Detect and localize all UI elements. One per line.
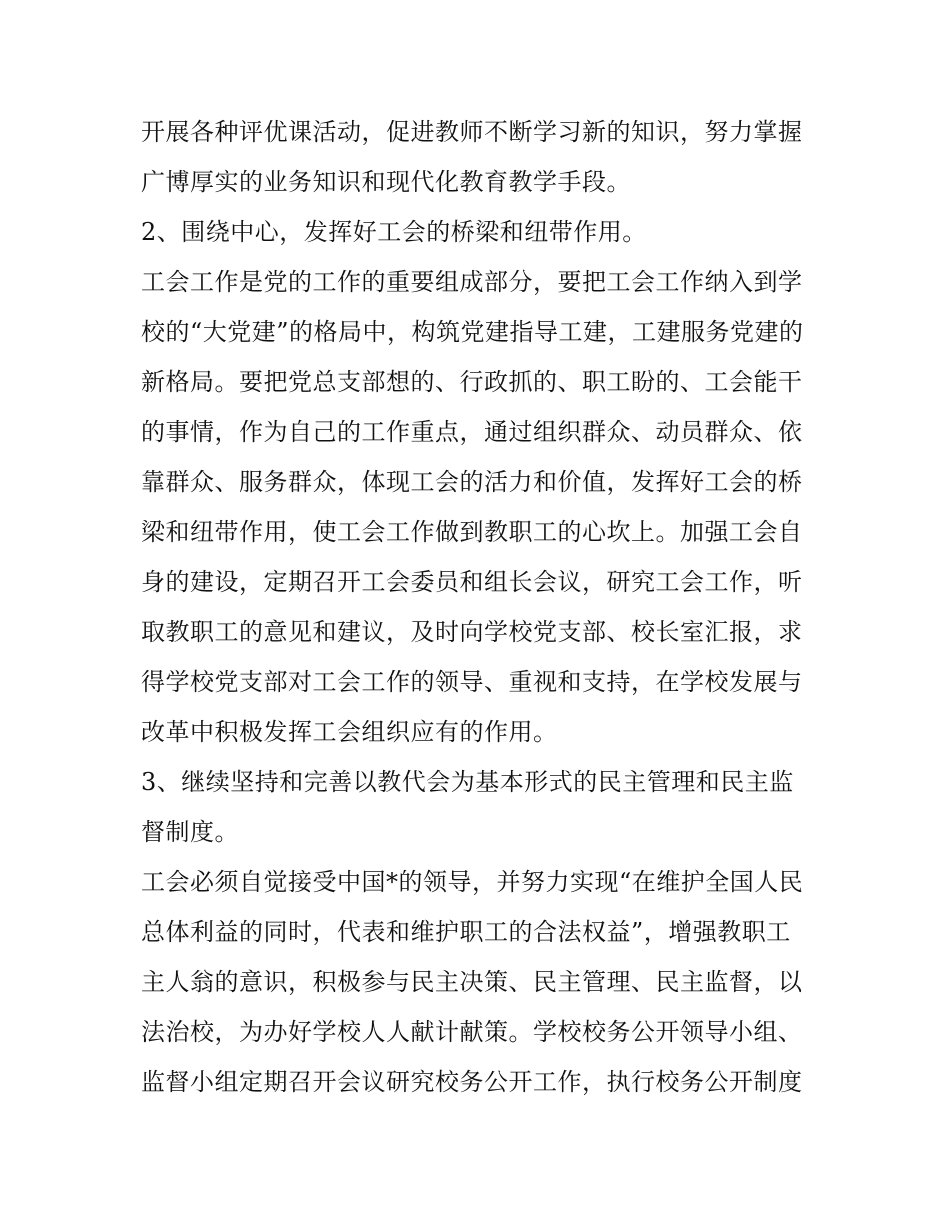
text-line: 取教职工的意见和建议，及时向学校党支部、校长室汇报，求 xyxy=(141,618,803,646)
text-line: 工会必须自觉接受中国*的领导，并努力实现“在维护全国人民 xyxy=(141,868,804,896)
text-line: 得学校党支部对工会工作的领导、重视和支持，在学校发展与 xyxy=(141,668,803,696)
text-line: 身的建设，定期召开工会委员和组长会议，研究工会工作，听 xyxy=(141,568,803,596)
text-line: 的事情，作为自己的工作重点，通过组织群众、动员群众、依 xyxy=(141,418,803,446)
text-line: 靠群众、服务群众，体现工会的活力和价值，发挥好工会的桥 xyxy=(141,468,803,496)
text-line: 改革中积极发挥工会组织应有的作用。 xyxy=(141,718,558,746)
text-line: 开展各种评优课活动，促进教师不断学习新的知识，努力掌握 xyxy=(141,118,803,146)
text-line: 广博厚实的业务知识和现代化教育教学手段。 xyxy=(141,168,631,196)
text-line: 总体利益的同时，代表和维护职工的合法权益”，增强教职工 xyxy=(141,918,791,946)
section-heading: 3、继续坚持和完善以教代会为基本形式的民主管理和民主监 xyxy=(141,768,794,796)
text-line: 工会工作是党的工作的重要组成部分，要把工会工作纳入到学 xyxy=(141,268,803,296)
section-heading: 2、围绕中心，发挥好工会的桥梁和纽带作用。 xyxy=(141,218,647,246)
text-line: 校的“大党建”的格局中，构筑党建指导工建，工建服务党建的 xyxy=(141,318,804,346)
text-line: 新格局。要把党总支部想的、行政抓的、职工盼的、工会能干 xyxy=(141,368,803,396)
text-line: 法治校，为办好学校人人献计献策。学校校务公开领导小组、 xyxy=(141,1018,803,1046)
text-line: 监督小组定期召开会议研究校务公开工作，执行校务公开制度 xyxy=(141,1068,803,1096)
text-line: 主人翁的意识，积极参与民主决策、民主管理、民主监督，以 xyxy=(141,968,803,996)
text-line: 梁和纽带作用，使工会工作做到教职工的心坎上。加强工会自 xyxy=(141,518,803,546)
section-heading-continued: 督制度。 xyxy=(141,818,239,846)
